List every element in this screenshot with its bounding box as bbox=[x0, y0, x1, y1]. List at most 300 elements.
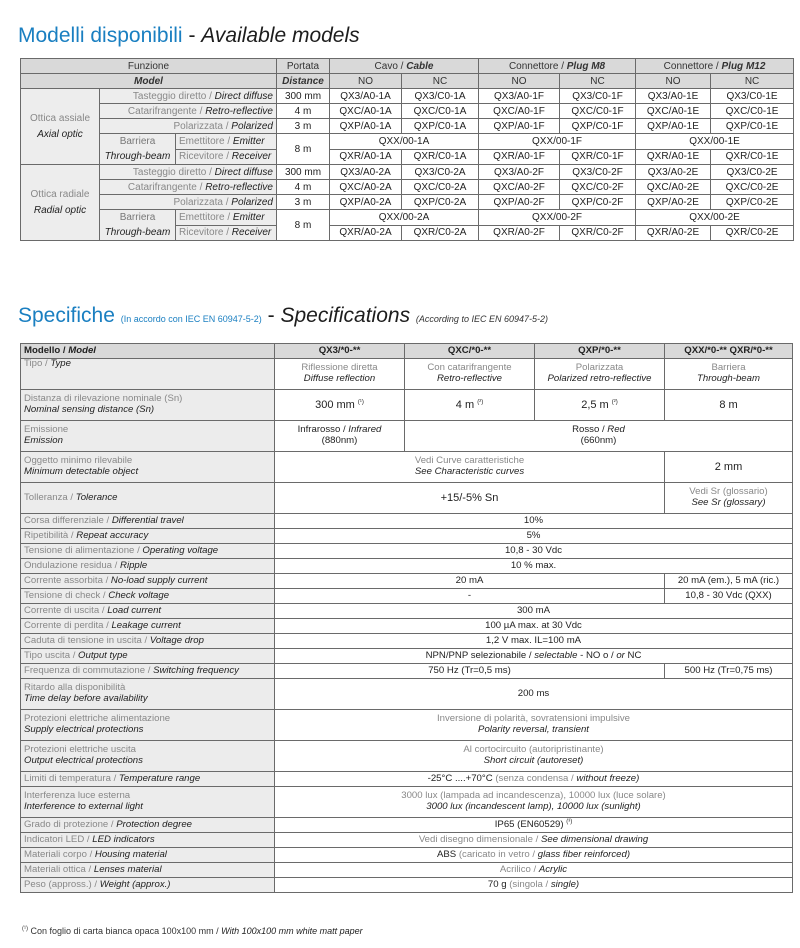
value-cell: 20 mA bbox=[275, 574, 665, 589]
label-en: Interference to external light bbox=[24, 801, 143, 812]
recv-it: Ricevitore / bbox=[179, 151, 230, 163]
fn-retro-it: Catarifrangente / bbox=[127, 105, 203, 117]
value-part: (senza condensa / bbox=[495, 772, 574, 784]
spec-row-led bbox=[21, 833, 793, 848]
model-cell: QXC/A0-2E bbox=[636, 180, 711, 195]
label-en: Check voltage bbox=[108, 589, 170, 601]
label-en: Load current bbox=[107, 604, 162, 616]
hdr-no: NO bbox=[636, 74, 711, 89]
fn-barrier bbox=[100, 210, 176, 241]
spec-row-min-object bbox=[21, 452, 793, 483]
value-part: (caricato in vetro / bbox=[458, 848, 536, 860]
recv-it: Ricevitore / bbox=[179, 227, 230, 239]
model-cell: QX3/A0-2F bbox=[479, 165, 560, 180]
value-cell bbox=[275, 710, 793, 741]
value-en: Retro-reflective bbox=[436, 373, 503, 384]
value-cell bbox=[275, 833, 793, 848]
specs-header-row bbox=[21, 344, 793, 359]
model-cell: QXR/C0-1F bbox=[560, 149, 636, 165]
hdr-plug-m12-label: Plug M12 bbox=[721, 60, 766, 72]
label-cell bbox=[21, 604, 275, 619]
label-it: Protezioni elettriche uscita bbox=[24, 744, 136, 756]
axial-en: Axial optic bbox=[37, 128, 83, 140]
model-cell: QXC/C0-2E bbox=[711, 180, 794, 195]
model-cell: QX3/A0-2E bbox=[636, 165, 711, 180]
model-cell: QX3/A0-1E bbox=[636, 89, 711, 104]
value-part: glass fiber reinforced) bbox=[537, 848, 631, 860]
value-cell bbox=[275, 772, 793, 787]
footnote-it: Con foglio di carta bianca opaca 100x100 mm / bbox=[30, 926, 219, 936]
model-cell: QXP/C0-1A bbox=[402, 119, 479, 134]
model-cell: QXR/A0-1A bbox=[330, 149, 402, 165]
label-en: Protection degree bbox=[116, 818, 193, 830]
label-cell bbox=[21, 679, 275, 710]
footnote-en: With 100x100 mm white matt paper bbox=[221, 926, 363, 936]
footnote-ref: (²) bbox=[477, 399, 484, 406]
label-tolerance bbox=[21, 483, 275, 514]
value-cell: 100 µA max. at 30 Vdc bbox=[275, 619, 793, 634]
fn-pol-en: Polarized bbox=[231, 120, 273, 132]
value-it: Acrilico / bbox=[499, 863, 537, 875]
label-it: Interferenza luce esterna bbox=[24, 790, 131, 802]
fn-barrier bbox=[100, 134, 176, 165]
value-cell: - bbox=[275, 589, 665, 604]
label-it: Caduta di tensione in uscita / bbox=[24, 634, 148, 646]
model-cell: QXR/A0-2E bbox=[636, 225, 711, 241]
table-row bbox=[21, 89, 794, 104]
spec-row-delay bbox=[21, 679, 793, 710]
model-cell: QXR/C0-2A bbox=[402, 225, 479, 241]
label-cell bbox=[21, 649, 275, 664]
model-cell: QX3/C0-2E bbox=[711, 165, 794, 180]
table-row bbox=[21, 195, 794, 210]
value-cell bbox=[535, 359, 665, 390]
label-en: Output electrical protections bbox=[24, 755, 143, 766]
model-cell: QX3/C0-1E bbox=[711, 89, 794, 104]
spec-row bbox=[21, 634, 793, 649]
value-cell: 10,8 - 30 Vdc (QXX) bbox=[665, 589, 793, 604]
table-row bbox=[21, 210, 794, 226]
label-en: Type bbox=[50, 358, 71, 369]
hdr-cable-label: Cable bbox=[406, 60, 434, 72]
hdr-plug-m12 bbox=[636, 59, 794, 74]
recv-en: Receiver bbox=[231, 151, 272, 163]
fn-direct bbox=[100, 89, 277, 104]
label-it: Tipo / bbox=[24, 358, 48, 369]
label-cell bbox=[21, 878, 275, 893]
value-en: See Characteristic curves bbox=[414, 466, 525, 477]
label-it: Protezioni elettriche alimentazione bbox=[24, 713, 171, 725]
value-it: Con catarifrangente bbox=[427, 362, 512, 374]
model-cell: QXR/A0-1E bbox=[636, 149, 711, 165]
spec-row bbox=[21, 604, 793, 619]
radial-en: Radial optic bbox=[33, 204, 87, 216]
emit-en: Emitter bbox=[232, 211, 265, 223]
hdr-nc: NC bbox=[402, 74, 479, 89]
label-cell bbox=[21, 818, 275, 833]
label-it: Materiali ottica / bbox=[24, 863, 92, 875]
model-cell: QXP/A0-2A bbox=[330, 195, 402, 210]
label-it: Emissione bbox=[24, 424, 69, 436]
distance-cell: 300 mm bbox=[277, 165, 330, 180]
distance-cell: 4 m bbox=[277, 180, 330, 195]
spec-row-housing bbox=[21, 848, 793, 863]
value-en: 3000 lux (incandescent lamp), 10000 lux (sunlight) bbox=[426, 801, 641, 812]
label-en: Tolerance bbox=[75, 491, 118, 503]
models-table bbox=[20, 58, 794, 241]
fn-receiver bbox=[176, 225, 277, 241]
barr-it: Barriera bbox=[119, 136, 156, 147]
value-cell: 5% bbox=[275, 529, 793, 544]
hdr-nc: NC bbox=[560, 74, 636, 89]
spec-row bbox=[21, 559, 793, 574]
value-part: -25°C ....+70°C bbox=[427, 772, 493, 784]
value-part: or bbox=[616, 649, 625, 661]
fn-polarized bbox=[100, 119, 277, 134]
spec-row-lenses bbox=[21, 863, 793, 878]
fn-receiver bbox=[176, 149, 277, 165]
label-en: Time delay before availability bbox=[24, 693, 148, 704]
model-cell: QXP/A0-2E bbox=[636, 195, 711, 210]
label-cell bbox=[21, 514, 275, 529]
distance-cell: 4 m bbox=[277, 104, 330, 119]
model-cell: QXP/A0-1F bbox=[479, 119, 560, 134]
label-it: Indicatori LED / bbox=[24, 833, 90, 845]
label-cell bbox=[21, 589, 275, 604]
hdr-modello-it: Modello / bbox=[24, 344, 66, 356]
label-it: Ripetibilità / bbox=[24, 529, 74, 541]
value-part: 70 g bbox=[487, 878, 507, 890]
model-cell: QX3/C0-1A bbox=[402, 89, 479, 104]
value-cell bbox=[275, 818, 793, 833]
value-cell: 10,8 - 30 Vdc bbox=[275, 544, 793, 559]
hdr-model bbox=[21, 74, 277, 89]
model-cell: QXC/C0-1A bbox=[402, 104, 479, 119]
model-cell: QXR/C0-1E bbox=[711, 149, 794, 165]
value-en: Red bbox=[607, 424, 625, 436]
table-row bbox=[21, 104, 794, 119]
value: 300 mm bbox=[315, 398, 355, 411]
model-cell: QXP/C0-2A bbox=[402, 195, 479, 210]
label-en: No-load supply current bbox=[110, 574, 208, 586]
hdr-modello bbox=[21, 344, 275, 359]
value: (660nm) bbox=[580, 435, 617, 446]
model-cell: QXX/00-1E bbox=[636, 134, 794, 150]
model-cell: QXR/A0-2A bbox=[330, 225, 402, 241]
model-cell: QXR/A0-1F bbox=[479, 149, 560, 165]
value-cell: 300 mA bbox=[275, 604, 793, 619]
model-cell: QXC/A0-1F bbox=[479, 104, 560, 119]
spec-row-protection-degree bbox=[21, 818, 793, 833]
barr-en: Through-beam bbox=[104, 151, 171, 162]
value-en: Polarized retro-reflective bbox=[547, 373, 652, 384]
model-cell: QX3/C0-2A bbox=[402, 165, 479, 180]
distance-cell: 8 m bbox=[277, 134, 330, 165]
value-cell bbox=[665, 483, 793, 514]
value-it: 3000 lux (lampada ad incandescenza), 10000 lux (luce solare) bbox=[401, 790, 666, 802]
fn-emitter bbox=[176, 210, 277, 226]
footnote-ref: (²) bbox=[611, 399, 618, 406]
spec-row-distance bbox=[21, 390, 793, 421]
fn-polarized bbox=[100, 195, 277, 210]
fn-direct-en: Direct diffuse bbox=[214, 166, 273, 178]
model-cell: QXP/C0-1F bbox=[560, 119, 636, 134]
fn-retro bbox=[100, 180, 277, 195]
label-it: Distanza di rilevazione nominale (Sn) bbox=[24, 393, 183, 405]
value-en: See dimensional drawing bbox=[540, 833, 649, 845]
specs-table bbox=[20, 343, 793, 893]
hdr-nc: NC bbox=[711, 74, 794, 89]
distance-cell: 300 mm bbox=[277, 89, 330, 104]
hdr-plug-m8-label: Plug M8 bbox=[566, 60, 606, 72]
model-cell: QXR/C0-1A bbox=[402, 149, 479, 165]
value-cell: 1,2 V max. IL=100 mA bbox=[275, 634, 793, 649]
specs-heading bbox=[18, 304, 548, 328]
label-en: Differential travel bbox=[111, 514, 184, 526]
model-cell: QX3/C0-2F bbox=[560, 165, 636, 180]
radial-it: Ottica radiale bbox=[30, 188, 90, 200]
table-row bbox=[21, 180, 794, 195]
value-en: Through-beam bbox=[697, 373, 760, 384]
specs-heading-en-note: (According to IEC EN 60947-5-2) bbox=[415, 314, 548, 324]
label-en: Housing material bbox=[94, 848, 167, 860]
hdr-model-label: Model bbox=[134, 75, 163, 87]
label-en: Minimum detectable object bbox=[24, 466, 139, 477]
barr-it: Barriera bbox=[119, 212, 156, 223]
label-min-object bbox=[21, 452, 275, 483]
group-radial bbox=[21, 165, 100, 241]
footnote-mark: (¹) bbox=[22, 926, 28, 932]
value: IP65 (EN60529) bbox=[494, 819, 564, 831]
value-cell: +15/-5% Sn bbox=[275, 483, 665, 514]
value-cell bbox=[405, 421, 793, 452]
model-cell: QXR/A0-2F bbox=[479, 225, 560, 241]
fn-pol-it: Polarizzata / bbox=[173, 196, 229, 208]
label-cell bbox=[21, 664, 275, 679]
label-en: Operating voltage bbox=[142, 544, 219, 556]
model-cell: QXP/A0-1A bbox=[330, 119, 402, 134]
value-cell: 8 m bbox=[665, 390, 793, 421]
model-cell: QXX/00-1F bbox=[479, 134, 636, 150]
value-part: - NO o / bbox=[580, 649, 614, 661]
label-en: Weight (approx.) bbox=[99, 878, 171, 890]
label-it: Materiali corpo / bbox=[24, 848, 93, 860]
label-cell bbox=[21, 833, 275, 848]
model-cell: QXR/C0-2F bbox=[560, 225, 636, 241]
heading-it: Modelli disponibili bbox=[18, 24, 183, 47]
emit-it: Emettitore / bbox=[179, 135, 231, 147]
model-cell: QXP/A0-2F bbox=[479, 195, 560, 210]
label-cell bbox=[21, 848, 275, 863]
spec-row-supply-protection bbox=[21, 710, 793, 741]
label-it: Peso (appross.) / bbox=[24, 878, 98, 890]
model-cell: QX3/C0-1F bbox=[560, 89, 636, 104]
spec-row-check-voltage bbox=[21, 589, 793, 604]
value-cell bbox=[405, 359, 535, 390]
spec-row-supply-current bbox=[21, 574, 793, 589]
spec-row-tolerance bbox=[21, 483, 793, 514]
model-cell: QXX/00-1A bbox=[330, 134, 479, 150]
label-en: Temperature range bbox=[118, 772, 201, 784]
label-it: Tensione di alimentazione / bbox=[24, 544, 140, 556]
model-cell: QXX/00-2F bbox=[479, 210, 636, 226]
label-en: Ripple bbox=[120, 559, 148, 571]
label-cell bbox=[21, 529, 275, 544]
footnote bbox=[22, 926, 363, 936]
value-part: selectable bbox=[534, 649, 578, 661]
spec-row-output-type bbox=[21, 649, 793, 664]
fn-direct-it: Tasteggio diretto / bbox=[132, 90, 212, 102]
value-part: single) bbox=[550, 878, 580, 890]
axial-it: Ottica assiale bbox=[29, 112, 91, 124]
label-en: Voltage drop bbox=[149, 634, 204, 646]
footnote-ref: (³) bbox=[566, 819, 573, 826]
fn-direct-it: Tasteggio diretto / bbox=[132, 166, 212, 178]
spec-row bbox=[21, 619, 793, 634]
hdr-no: NO bbox=[479, 74, 560, 89]
label-cell bbox=[21, 787, 275, 818]
spec-row-frequency bbox=[21, 664, 793, 679]
spec-row-weight bbox=[21, 878, 793, 893]
table-row bbox=[21, 119, 794, 134]
model-cell: QX3/A0-2A bbox=[330, 165, 402, 180]
value-cell: 750 Hz (Tr=0,5 ms) bbox=[275, 664, 665, 679]
hdr-qx3: QX3/*0-** bbox=[275, 344, 405, 359]
model-cell: QX3/A0-1F bbox=[479, 89, 560, 104]
label-cell bbox=[21, 619, 275, 634]
spec-row-temperature bbox=[21, 772, 793, 787]
value: (880nm) bbox=[321, 435, 358, 446]
value-en: Diffuse reflection bbox=[303, 373, 376, 384]
distance-cell: 3 m bbox=[277, 119, 330, 134]
table-row bbox=[21, 165, 794, 180]
value-cell bbox=[275, 787, 793, 818]
specs-heading-it-note: (In accordo con IEC EN 60947-5-2) bbox=[120, 314, 262, 324]
label-it: Corrente assorbita / bbox=[24, 574, 109, 586]
label-cell bbox=[21, 710, 275, 741]
value: 4 m bbox=[455, 398, 475, 411]
hdr-conn-m12-label: Connettore / bbox=[663, 60, 719, 72]
label-it: Ritardo alla disponibilità bbox=[24, 682, 126, 694]
value-part: without freeze) bbox=[576, 772, 640, 784]
value-en: See Sr (glossary) bbox=[691, 497, 766, 508]
value-cell bbox=[275, 390, 405, 421]
label-en: LED indicators bbox=[92, 833, 155, 845]
table-row bbox=[21, 134, 794, 150]
value-en: Infrared bbox=[348, 424, 382, 436]
label-cell bbox=[21, 544, 275, 559]
model-cell: QXX/00-2A bbox=[330, 210, 479, 226]
hdr-qxp: QXP/*0-** bbox=[535, 344, 665, 359]
specs-heading-it: Specifiche bbox=[18, 304, 115, 327]
spec-row-emission bbox=[21, 421, 793, 452]
label-it: Ondulazione residua / bbox=[24, 559, 118, 571]
hdr-conn-m8-label: Connettore / bbox=[508, 60, 564, 72]
value-part: NC bbox=[627, 649, 642, 661]
heading-dash: - bbox=[188, 24, 196, 47]
value-cell bbox=[275, 741, 793, 772]
value-cell: 10 % max. bbox=[275, 559, 793, 574]
label-it: Corrente di perdita / bbox=[24, 619, 109, 631]
emit-en: Emitter bbox=[232, 135, 265, 147]
model-cell: QXP/C0-2E bbox=[711, 195, 794, 210]
value-cell: 10% bbox=[275, 514, 793, 529]
fn-direct bbox=[100, 165, 277, 180]
label-it: Limiti di temperatura / bbox=[24, 772, 117, 784]
specs-heading-en: Specifications bbox=[280, 304, 411, 327]
value-cell bbox=[275, 848, 793, 863]
value-it: Riflessione diretta bbox=[301, 362, 378, 374]
fn-pol-en: Polarized bbox=[231, 196, 273, 208]
spec-row-output-protection bbox=[21, 741, 793, 772]
label-type bbox=[21, 359, 275, 390]
label-en: Supply electrical protections bbox=[24, 724, 144, 735]
label-en: Emission bbox=[24, 435, 63, 446]
value-it: Vedi disegno dimensionale / bbox=[418, 833, 539, 845]
value-part: (singola / bbox=[509, 878, 549, 890]
model-cell: QXC/A0-2F bbox=[479, 180, 560, 195]
model-cell: QXR/C0-2E bbox=[711, 225, 794, 241]
value-cell bbox=[535, 390, 665, 421]
specs-heading-dash: - bbox=[267, 304, 275, 327]
value-cell bbox=[665, 359, 793, 390]
spec-row bbox=[21, 529, 793, 544]
emit-it: Emettitore / bbox=[179, 211, 231, 223]
value-part: NPN/PNP selezionabile / bbox=[425, 649, 532, 661]
fn-retro-it: Catarifrangente / bbox=[127, 181, 203, 193]
model-cell: QXC/A0-1A bbox=[330, 104, 402, 119]
fn-retro bbox=[100, 104, 277, 119]
label-it: Tolleranza / bbox=[24, 491, 74, 503]
label-it: Corsa differenziale / bbox=[24, 514, 110, 526]
recv-en: Receiver bbox=[231, 227, 272, 239]
model-cell: QXP/A0-1E bbox=[636, 119, 711, 134]
value-cell: 500 Hz (Tr=0,75 ms) bbox=[665, 664, 793, 679]
value-it: Inversione di polarità, sovratensioni impulsive bbox=[436, 713, 631, 725]
spec-row-interference bbox=[21, 787, 793, 818]
models-header-row-2 bbox=[21, 74, 794, 89]
label-en: Output type bbox=[78, 649, 128, 661]
model-cell: QXC/A0-2A bbox=[330, 180, 402, 195]
footnote-ref: (¹) bbox=[357, 399, 364, 406]
value: 2,5 m bbox=[581, 398, 609, 411]
value-cell: 200 ms bbox=[275, 679, 793, 710]
value-cell: 20 mA (em.), 5 mA (ric.) bbox=[665, 574, 793, 589]
models-heading bbox=[18, 24, 360, 48]
value-it: Barriera bbox=[711, 362, 746, 374]
hdr-qxc: QXC/*0-** bbox=[405, 344, 535, 359]
model-cell: QXC/C0-1E bbox=[711, 104, 794, 119]
value-cell bbox=[275, 878, 793, 893]
distance-cell: 3 m bbox=[277, 195, 330, 210]
barr-en: Through-beam bbox=[104, 227, 171, 238]
label-cell bbox=[21, 741, 275, 772]
value-cell bbox=[275, 452, 665, 483]
distance-cell: 8 m bbox=[277, 210, 330, 241]
label-it: Tensione di check / bbox=[24, 589, 106, 601]
model-cell: QXP/C0-2F bbox=[560, 195, 636, 210]
model-cell: QXC/C0-2A bbox=[402, 180, 479, 195]
fn-emitter bbox=[176, 134, 277, 150]
label-emission bbox=[21, 421, 275, 452]
label-en: Repeat accuracy bbox=[76, 529, 149, 541]
hdr-plug-m8 bbox=[479, 59, 636, 74]
fn-retro-en: Retro-reflective bbox=[205, 105, 273, 117]
label-it: Oggetto minimo rilevabile bbox=[24, 455, 133, 467]
value-en: Polarity reversal, transient bbox=[478, 724, 589, 735]
value-cell bbox=[405, 390, 535, 421]
model-cell: QXC/C0-1F bbox=[560, 104, 636, 119]
